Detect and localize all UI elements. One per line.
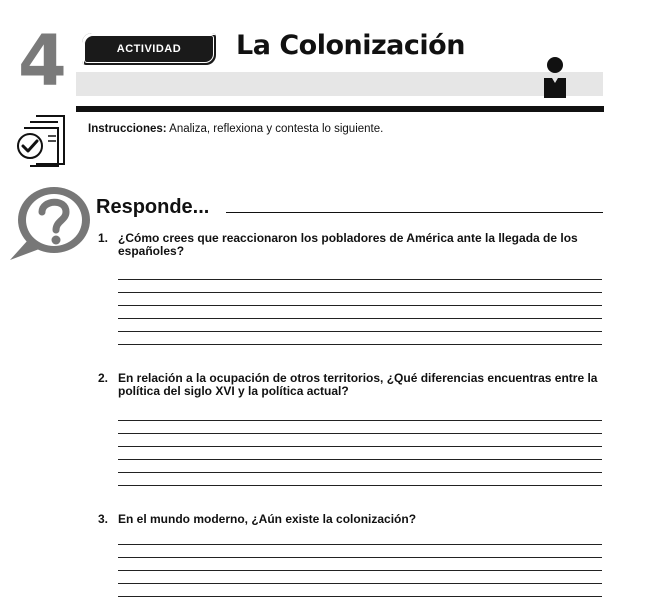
header-divider [76,106,604,112]
section-heading: Responde... [96,196,210,218]
answer-line[interactable] [118,305,602,306]
answer-line[interactable] [118,344,602,345]
answer-line[interactable] [118,279,602,280]
activity-label: ACTIVIDAD [116,43,182,55]
answer-line[interactable] [118,331,602,332]
question-number: 2. [98,371,109,385]
question-number: 1. [98,231,109,245]
question-bubble-icon [8,184,92,264]
answer-line[interactable] [118,318,602,319]
document-check-icon [10,108,72,170]
instructions-label: Instrucciones: [88,123,167,135]
answer-line[interactable] [118,544,602,545]
instructions [88,123,383,135]
instructions-text: Analiza, reflexiona y contesta lo siguiente. [166,123,384,135]
header-band [76,72,603,96]
answer-line[interactable] [118,583,602,584]
answer-line[interactable] [118,570,602,571]
answer-line[interactable] [118,446,602,447]
answer-line[interactable] [118,433,602,434]
answer-line[interactable] [118,420,602,421]
answer-line[interactable] [118,459,602,460]
question-text: ¿Cómo crees que reaccionaron los pobladores de América ante la llegada de los españoles? [118,231,578,258]
question-text: En relación a la ocupación de otros territorios, ¿Qué diferencias encuentras entre la política del siglo XVI y la política actual? [118,371,598,398]
section-heading-rule [226,212,603,213]
answer-line[interactable] [118,485,602,486]
question-number: 3. [98,512,109,526]
answer-line[interactable] [118,292,602,293]
activity-number: 4 [18,20,65,102]
answer-line[interactable] [118,596,602,597]
person-icon [540,56,570,98]
answer-line[interactable] [118,472,602,473]
question-text: En el mundo moderno, ¿Aún existe la colonización? [118,512,417,526]
page-title: La Colonización [236,30,465,61]
answer-line[interactable] [118,557,602,558]
